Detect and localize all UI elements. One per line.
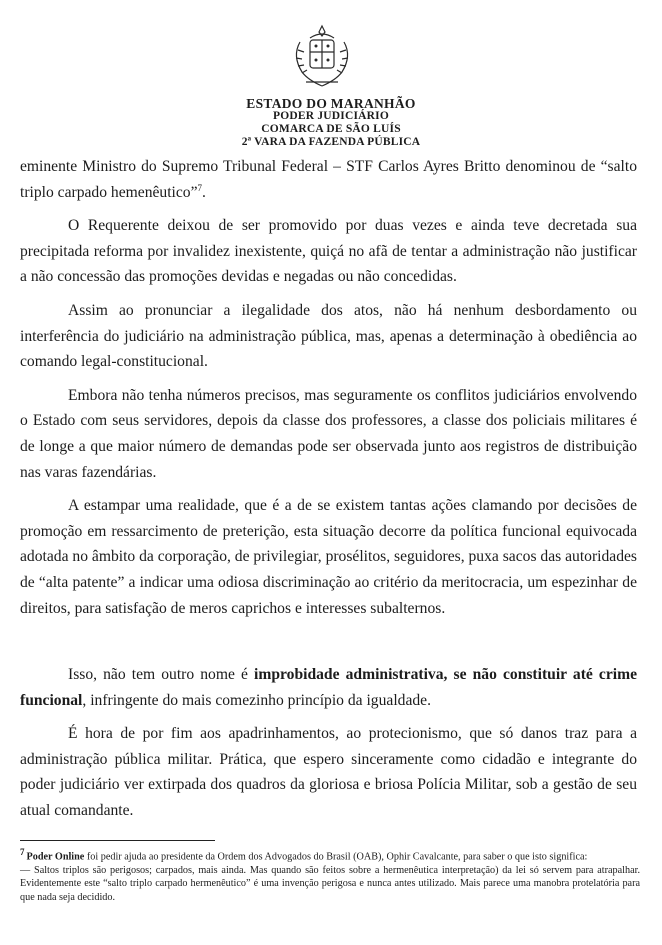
paragraph-ilegalidade: Assim ao pronunciar a ilegalidade dos atos, não há nenhum desbordamento ou interferência do judiciário na administração pública, mas, apenas a determinação à obediência ao comando legal-constitucional.: [20, 301, 637, 371]
paragraph-realidade: A estampar uma realidade, que é a de se existem tantas ações clamando por decisões de promoção em ressarcimento de preterição, esta situação decorre da política funcional equivocada adotada no âmbito da corporação, de privilegiar, prosélitos, seguidores, puxa sacos das autoridades de “alta patente” a indicar uma odiosa discriminação ao critério da meritocracia, um espezinhar de direitos, para satisfação de meros caprichos e interesses subalternos.: [20, 497, 637, 617]
footnote-number: 7: [20, 847, 25, 857]
header-judiciary: PODER JUDICIÁRIO: [273, 110, 389, 122]
coat-of-arms-emblem: [286, 22, 358, 94]
paragraph-improbidade: Isso, não tem outro nome é improbidade administrativa, se não constituir até crime funcional, infringente do mais comezinho princípio da igualdade.: [20, 666, 637, 709]
header-vara: 2ª VARA DA FAZENDA PÚBLICA: [241, 136, 421, 148]
paragraph-conflitos: Embora não tenha números precisos, mas seguramente os conflitos judiciários envolvendo o Estado com seus servidores, depois da classe dos professores, a classe dos policiais militares é de longe a que maior número de demandas pode ser observada junto aos registros de distribuição nas varas fazendárias.: [20, 386, 637, 481]
footnote-line-1: 7 Poder Online foi pedir ajuda ao presidente da Ordem dos Advogados do Brasil (OAB), Ophir Cavalcante, para saber o que isto significa:: [20, 847, 588, 863]
body-text-lower: [20, 662, 637, 824]
header-state: ESTADO DO MARANHÃO: [246, 96, 416, 111]
paragraph-requerente: O Requerente deixou de ser promovido por duas vezes e ainda teve decretada sua precipitada reforma por invalidez inexistente, quiçá no afã de tentar a administração não justificar a não concessão das promoções devidas e negadas ou não concedidas.: [20, 217, 637, 286]
footnote-divider: [20, 840, 215, 841]
header-comarca: COMARCA DE SÃO LUÍS: [261, 123, 401, 135]
footnote-line-2: — Saltos triplos são perigosos; carpados, mais ainda. Mas quando são feitos sobre a hermenêutica interpretação) da lei só servem para atrapalhar. Evidentemente este “salto triplo carpado hermenêutico” é uma invenção perigosa e nunca antes utilizado. Mais parece uma manobra protelatória para que nada seja decidido.: [20, 864, 640, 903]
body-text-upper: [20, 154, 637, 621]
paragraph-continuation: eminente Ministro do Supremo Tribunal Federal – STF Carlos Ayres Britto denominou de “salto triplo carpado hemenêutico”$^7$.: [20, 158, 637, 201]
footnote-reference[interactable]: 7: [197, 182, 203, 193]
bold-improbidade: improbidade administrativa, se não constituir até crime funcional: [20, 666, 637, 709]
footnote-source: Poder Online: [26, 851, 85, 863]
footnote-block: [20, 846, 640, 904]
paragraph-apadrinhamentos: É hora de por fim aos apadrinhamentos, ao protecionismo, que só danos traz para a administração pública militar. Prática, que espero sinceramente como cidadão e integrante do poder judiciário ver extirpada dos quadros da gloriosa e briosa Polícia Militar, sob a gestão de seu atual comandante.: [20, 725, 637, 819]
